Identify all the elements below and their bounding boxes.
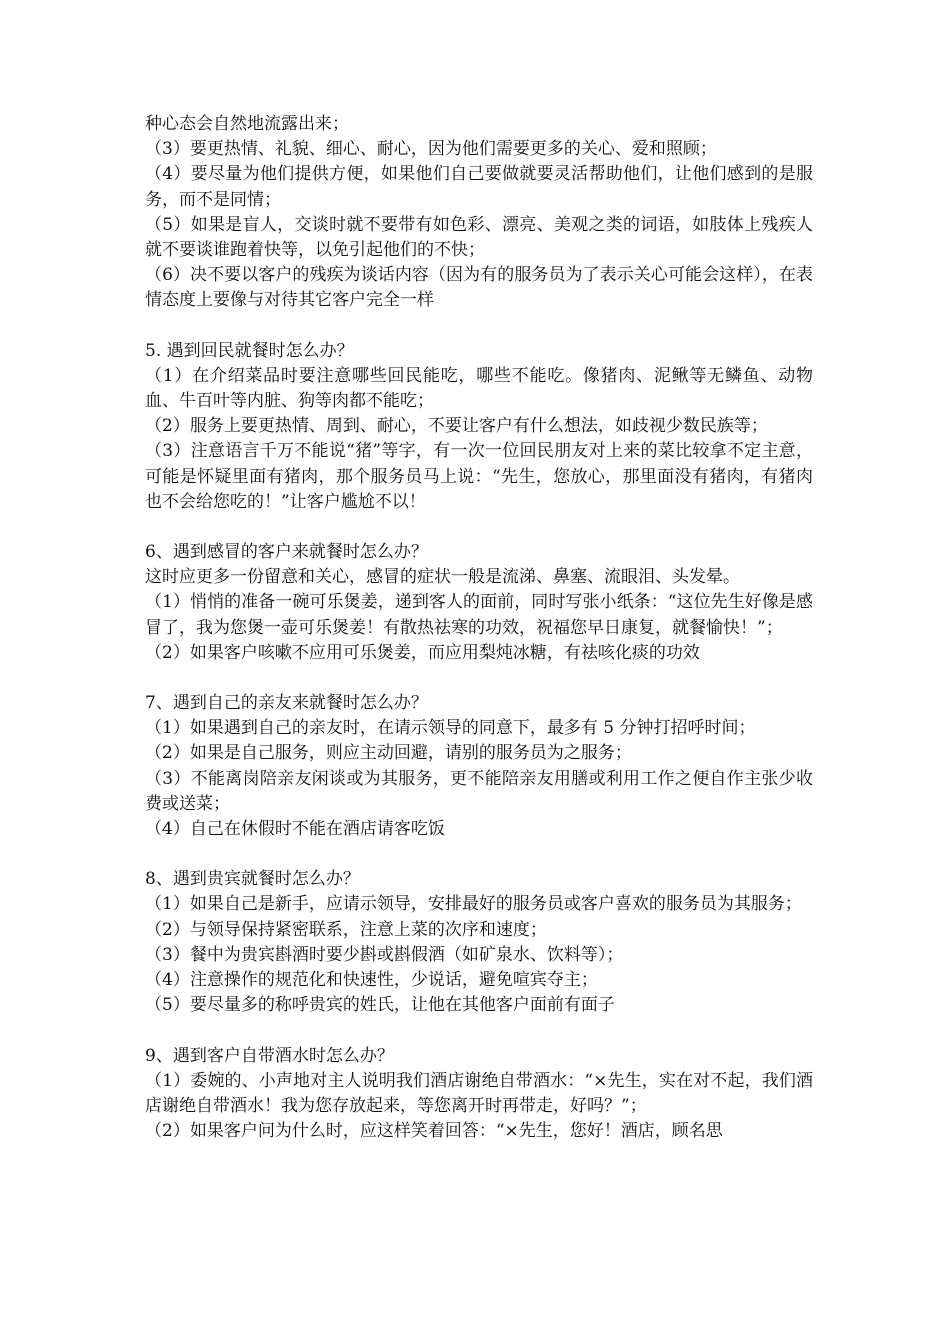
paragraph: （1）悄悄的准备一碗可乐煲姜，递到客人的面前，同时写张小纸条：“这位先生好像是感冒了，我为您煲一壶可乐煲姜！有散热祛寒的功效，祝福您早日康复，就餐愉快！”； (145, 592, 813, 638)
paragraph: （3）餐中为贵宾斟酒时要少斟或斟假酒（如矿泉水、饮料等）； (145, 944, 624, 965)
paragraph: （2）如果客户咳嗽不应用可乐煲姜，而应用梨炖冰糖，有祛咳化痰的功效 (145, 642, 700, 663)
section-8 (145, 867, 813, 1018)
paragraph: （2）服务上要更热情、周到、耐心，不要让客户有什么想法，如歧视少数民族等； (145, 416, 768, 437)
section-heading: 9、遇到客户自带酒水时怎么办？ (145, 1045, 394, 1066)
paragraph: （5）如果是盲人，交谈时就不要带有如色彩、漂亮、美观之类的词语，如肢体上残疾人就不要谈谁跑着快等，以免引起他们的不快； (145, 214, 813, 261)
paragraph: （6）决不要以客户的残疾为谈话内容（因为有的服务员为了表示关心可能会这样），在表情态度上要像与对待其它客户完全一样 (145, 265, 813, 311)
section-5 (145, 339, 813, 515)
paragraph: （1）在介绍菜品时要注意哪些回民能吃，哪些不能吃。像猪肉、泥鳅等无鳞鱼、动物血、牛百叶等内脏、狗等肉都不能吃； (145, 365, 813, 412)
paragraph: （4）注意操作的规范化和快速性，少说话，避免喧宾夺主； (145, 970, 598, 991)
paragraph: （5）要尽量多的称呼贵宾的姓氏，让他在其他客户面前有面子 (145, 995, 615, 1016)
paragraph: 种心态会自然地流露出来； (145, 114, 349, 134)
paragraph: （2）如果客户问为什么时，应这样笑着回答：“×先生，您好！酒店，顾名思 (145, 1121, 723, 1142)
section-heading: 8、遇到贵宾就餐时怎么办？ (145, 869, 360, 890)
section-heading: 5. 遇到回民就餐时怎么办？ (145, 340, 354, 361)
paragraph: （4）要尽量为他们提供方便，如果他们自己要做就要灵活帮助他们，让他们感到的是服务，而不是同情； (145, 164, 813, 210)
continuation-block (145, 112, 813, 314)
paragraph: 这时应更多一份留意和关心，感冒的症状一般是流涕、鼻塞、流眼泪、头发晕。 (145, 567, 740, 588)
section-heading: 6、遇到感冒的客户来就餐时怎么办？ (145, 542, 428, 563)
paragraph: （4）自己在休假时不能在酒店请客吃饭 (145, 819, 445, 840)
paragraph: （3）要更热情、礼貌、细心、耐心，因为他们需要更多的关心、爱和照顾； (145, 139, 717, 160)
paragraph: （2）与领导保持紧密联系，注意上菜的次序和速度； (145, 919, 547, 940)
document-page (145, 112, 813, 1144)
paragraph: （1）如果自己是新手，应请示领导，安排最好的服务员或客户喜欢的服务员为其服务； (145, 894, 802, 915)
paragraph: （1）如果遇到自己的亲友时，在请示领导的同意下，最多有 5 分钟打招呼时间； (145, 718, 756, 739)
paragraph: （3）注意语言千万不能说“猪”等字，有一次一位回民朋友对上来的菜比较拿不定主意，可能是怀疑里面有猪肉，那个服务员马上说：“先生，您放心，那里面没有猪肉，有猪肉也不会给您吃的！”让客户尴尬不以！ (145, 441, 813, 512)
section-7 (145, 691, 813, 842)
section-9 (145, 1044, 813, 1145)
paragraph: （3）不能离岗陪亲友闲谈或为其服务，更不能陪亲友用膳或利用工作之便自作主张少收费或送菜； (145, 768, 813, 814)
section-heading: 7、遇到自己的亲友来就餐时怎么办？ (145, 693, 428, 714)
section-6 (145, 540, 813, 666)
paragraph: （1）委婉的、小声地对主人说明我们酒店谢绝自带酒水：“×先生，实在对不起，我们酒店谢绝自带酒水！我为您存放起来，等您离开时再带走，好吗？”； (145, 1070, 813, 1116)
paragraph: （2）如果是自己服务，则应主动回避，请别的服务员为之服务； (145, 743, 632, 764)
